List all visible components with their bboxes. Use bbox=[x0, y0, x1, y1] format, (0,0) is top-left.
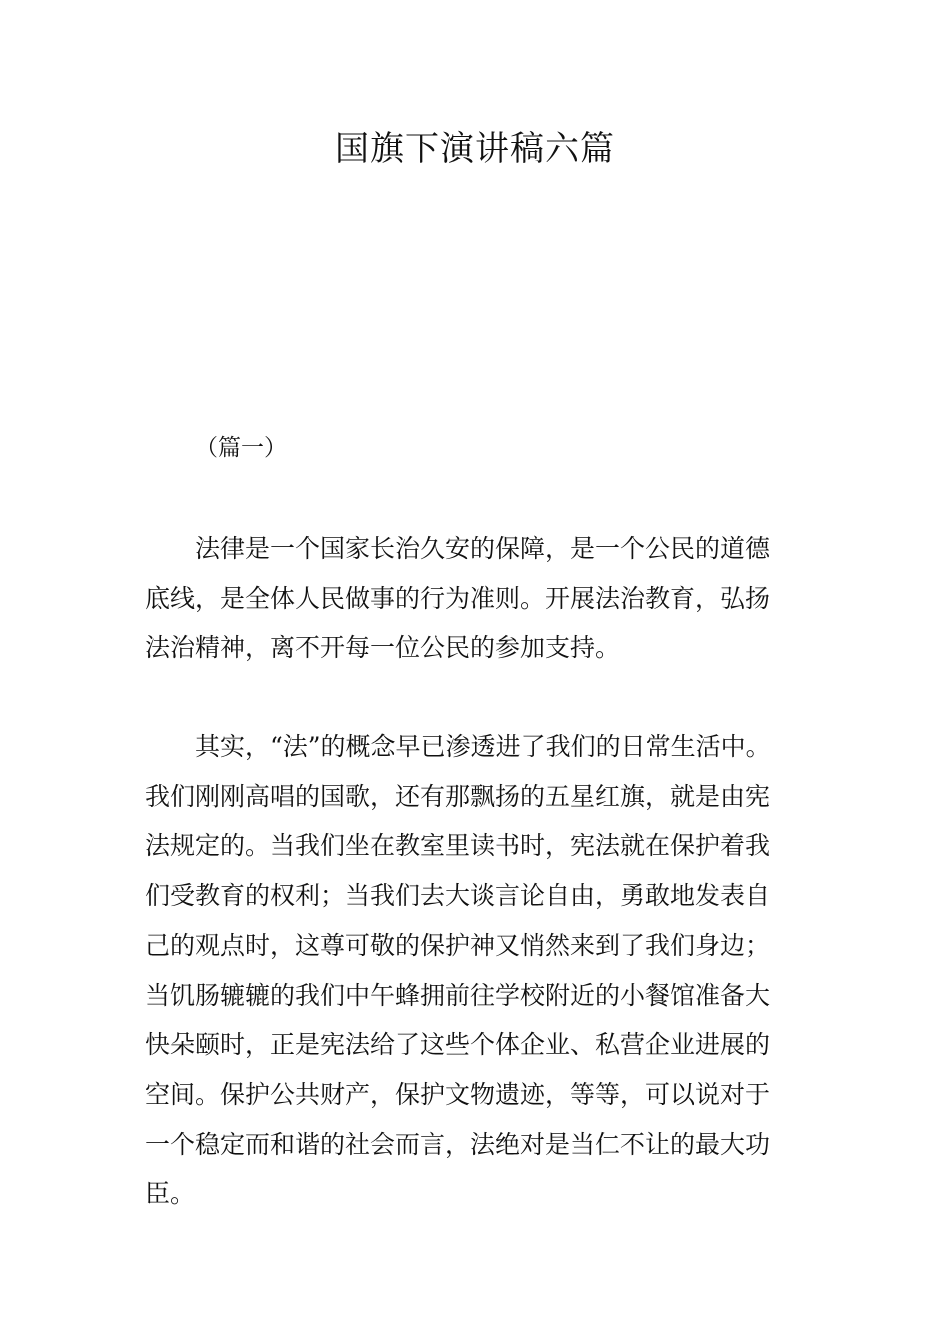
paragraph-line: 们受教育的权利；当我们去大谈言论自由，勇敢地发表自 bbox=[145, 881, 771, 911]
paragraph-line: 己的观点时，这尊可敬的保护神又悄然来到了我们身边； bbox=[145, 930, 771, 960]
paragraph-line: 当饥肠辘辘的我们中午蜂拥前往学校附近的小餐馆准备大 bbox=[145, 980, 771, 1010]
paragraph-line: 快朵颐时，正是宪法给了这些个体企业、私营企业进展的 bbox=[145, 1030, 771, 1060]
paragraph-line: 一个稳定而和谐的社会而言，法绝对是当仁不让的最大功 bbox=[145, 1129, 771, 1159]
paragraph-1 bbox=[145, 524, 820, 673]
paragraph-line: 我们刚刚高唱的国歌，还有那飘扬的五星红旗，就是由宪 bbox=[145, 781, 771, 811]
paragraph-line: 法规定的。当我们坐在教室里读书时，宪法就在保护着我 bbox=[145, 831, 771, 861]
paragraph-line: 底线，是全体人民做事的行为准则。开展法治教育，弘扬 bbox=[145, 583, 771, 613]
paragraph-line: 其实，“法”的概念早已渗透进了我们的日常生活中。 bbox=[195, 732, 771, 761]
document-title: 国旗下演讲稿六篇 bbox=[335, 129, 615, 169]
paragraph-2 bbox=[145, 722, 820, 1219]
paragraph-line: 法律是一个国家长治久安的保障，是一个公民的道德 bbox=[195, 534, 771, 563]
paragraph-line: 空间。保护公共财产，保护文物遗迹，等等，可以说对于 bbox=[145, 1079, 771, 1109]
paragraph-line: 臣。 bbox=[145, 1179, 196, 1209]
section-label: （篇一） bbox=[195, 435, 287, 461]
paragraph-line: 法治精神，离不开每一位公民的参加支持。 bbox=[145, 633, 621, 663]
